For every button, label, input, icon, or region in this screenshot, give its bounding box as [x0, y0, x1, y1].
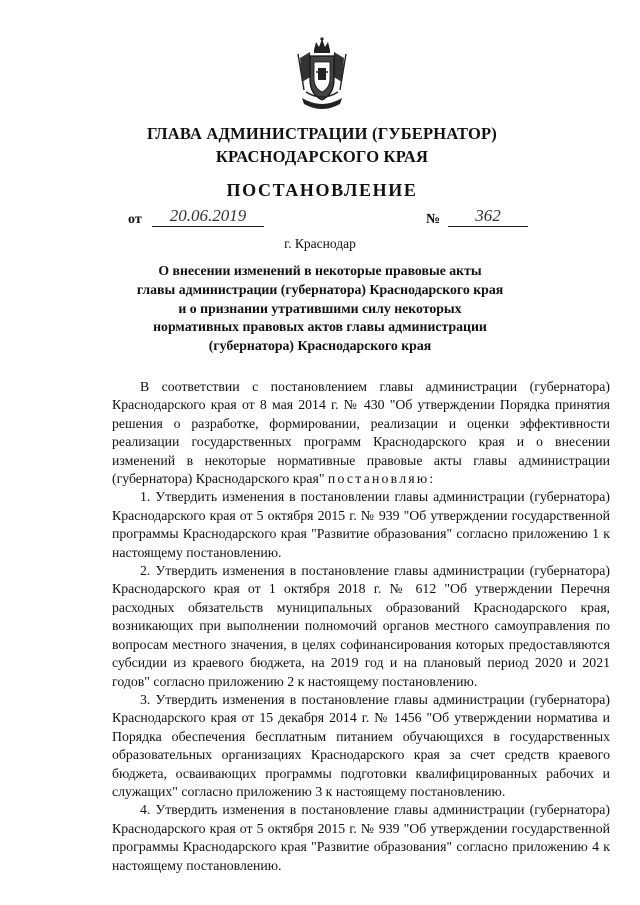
body-paragraph: 4. Утвердить изменения в постановление главы администрации (губернатора) Краснодарского края от 5 октября 2015 г. № 939 "Об утверждении государственной программы Краснодарского края "Развитие образования" согласно приложению 4 к настоящему постановлению.: [112, 802, 610, 873]
date-number-line: [0, 206, 640, 232]
number-value: 362: [448, 206, 528, 227]
preamble-paragraph: [112, 378, 610, 488]
authority-line: КРАСНОДАРСКОГО КРАЯ: [215, 147, 429, 166]
body-paragraph: 1. Утвердить изменения в постановлении главы администрации (губернатора) Краснодарского края от 5 октября 2015 г. № 939 "Об утверждении государственной программы Краснодарского края "Развитие образования" согласно приложению 1 к настоящему постановлению.: [112, 489, 610, 560]
number-label: №: [426, 212, 441, 227]
city-name: г. Краснодар: [284, 236, 356, 251]
document-body: [112, 378, 610, 875]
title-line: нормативных правовых актов главы администрации: [153, 319, 487, 335]
coat-of-arms-emblem: [292, 36, 352, 112]
document-type: ПОСТАНОВЛЕНИЕ: [226, 180, 418, 200]
decree-word: постановляю:: [327, 471, 436, 487]
authority-line: ГЛАВА АДМИНИСТРАЦИИ (ГУБЕРНАТОР): [147, 124, 497, 143]
title-line: О внесении изменений в некоторые правовые акты: [158, 263, 482, 278]
date-value: 20.06.2019: [152, 206, 264, 227]
document-title: [100, 262, 540, 356]
preamble-text: В соответствии с постановлением главы администрации (губернатора) Краснодарского края от 8 мая 2014 г. № 430 "Об утверждении Порядка принятия решения о разработке, формировании, реализации и оценки эффективности реализации государственных программ Краснодарского края и о внесении изменений в некоторые нормативные правовые акты главы администрации (губернатора) Краснодарского края": [112, 379, 610, 487]
title-line: и о признании утратившими силу некоторых: [178, 300, 462, 316]
title-line: (губернатора) Краснодарского края: [208, 338, 432, 354]
title-line: главы администрации (губернатора) Краснодарского края: [136, 281, 504, 297]
date-label: от: [128, 212, 142, 227]
body-paragraph: 3. Утвердить изменения в постановление главы администрации (губернатора) Краснодарского края от 15 декабря 2014 г. № 1456 "Об утверждении норматива и Порядка обеспечения бесплатным питанием обучающихся в государственных образовательных организациях Краснодарского края за счет средств краевого бюджета, осваивающих программы подготовки квалифицированных рабочих и служащих" согласно приложению 3 к настоящему постановлению.: [112, 691, 610, 799]
body-paragraph: 2. Утвердить изменения в постановление главы администрации (губернатора) Краснодарского края от 1 октября 2018 г. № 612 "Об утверждении Перечня расходных обязательств муниципальных образований Краснодарского края, возникающих при выполнении полномочий органов местного самоуправления по вопросам местного значения, в целях софинансирования которых предоставляются субсидии из краевого бюджета, на 2019 год и на плановый период 2020 и 2021 годов" согласно приложению 2 к настоящему постановлению.: [112, 563, 610, 689]
issuing-authority: [80, 122, 564, 168]
